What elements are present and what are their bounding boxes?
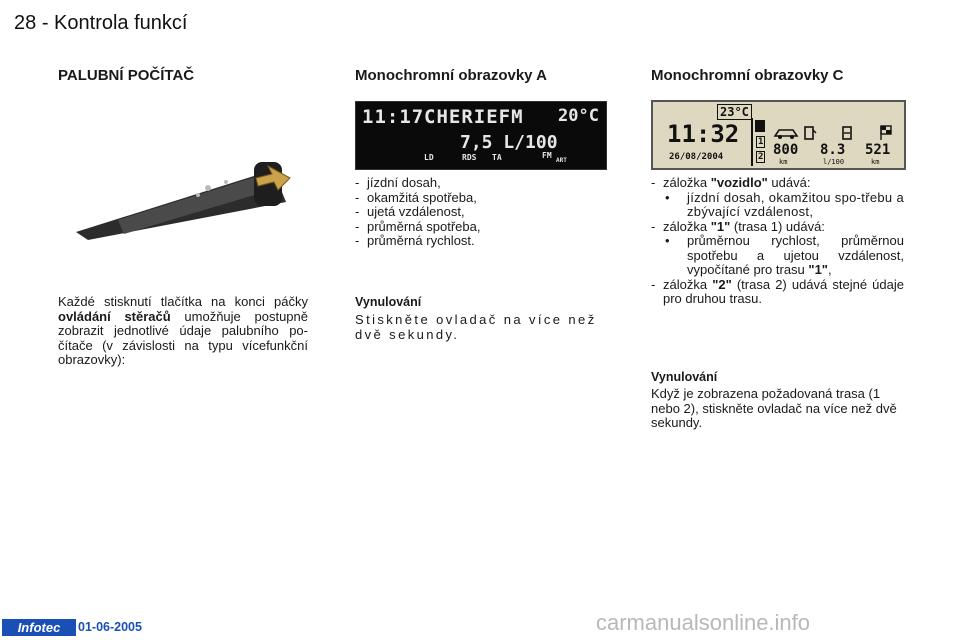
col3-list [651, 176, 904, 307]
display-a: 11:17 CHERIEFM 20°C 7,5 L/100 LD RDS TA FM ART [355, 101, 607, 170]
wiper-stalk-illustration [58, 140, 308, 240]
col3-title: Monochromní obrazovky C [651, 67, 844, 84]
col2-title: Monochromní obrazovky A [355, 67, 547, 84]
col1-title: PALUBNÍ POČÍTAČ [58, 67, 195, 84]
infotec-logo: Infotec [2, 619, 76, 636]
fuel-gauge-icon [843, 127, 851, 139]
vehicle-tab-icon [755, 120, 765, 132]
list-item: - ujetá vzdálenost, [355, 205, 605, 220]
list-item: - průměrná spotřeba, [355, 220, 605, 235]
col2-reset-title: Vynulování [355, 295, 422, 309]
fuel-pump-icon [805, 127, 816, 139]
col2-reset-text: Stiskněte ovladač na více než dvě sekundy. [355, 312, 597, 342]
col3-reset-text: Když je zobrazena požadovaná trasa (1 nebo 2), stiskněte ovladač na více než dvě sekundy. [651, 386, 897, 430]
page-number: 28 [14, 12, 37, 34]
footer-date: 01-06-2005 [78, 620, 142, 634]
car-icon [775, 130, 797, 139]
list-item: - okamžitá spotřeba, [355, 191, 605, 206]
col1-paragraph: Každé stisknutí tlačítka na konci páčky ovládání stěračů umožňuje postupně zobrazit jednotlivé údaje palubního po-čítače (v závislosti na typu vícefunkční obrazovky): [58, 294, 308, 367]
col3-reset-title: Vynulování [651, 370, 718, 384]
checkered-flag-icon [881, 126, 891, 140]
tab-strip: 1 2 [751, 118, 767, 166]
list-item: - záložka "2" (trasa 2) udává stejné údaje pro druhou trasu. [651, 278, 904, 307]
list-item: - jízdní dosah, [355, 176, 605, 191]
list-item: - záložka "vozidlo" udává: [651, 176, 904, 191]
list-subitem: • jízdní dosah, okamžitou spo-třebu a zbývající vzdálenost, [651, 191, 904, 220]
watermark: carmanualsonline.info [596, 610, 811, 635]
page-header: 28 - Kontrola funkcí [14, 12, 188, 34]
list-item: - průměrná rychlost. [355, 234, 605, 249]
list-subitem: • průměrnou rychlost, průměrnou spotřebu a ujetou vzdálenost, vypočítané pro trasu "1", [651, 234, 904, 278]
section-title: Kontrola funkcí [54, 12, 188, 34]
trip-icons [771, 122, 899, 142]
col2-list [355, 176, 605, 249]
list-item: - záložka "1" (trasa 1) udává: [651, 220, 904, 235]
display-c: 23°C 11:32 26/08/2004 1 2 800 8.3 521 km l/100 km [651, 100, 906, 170]
